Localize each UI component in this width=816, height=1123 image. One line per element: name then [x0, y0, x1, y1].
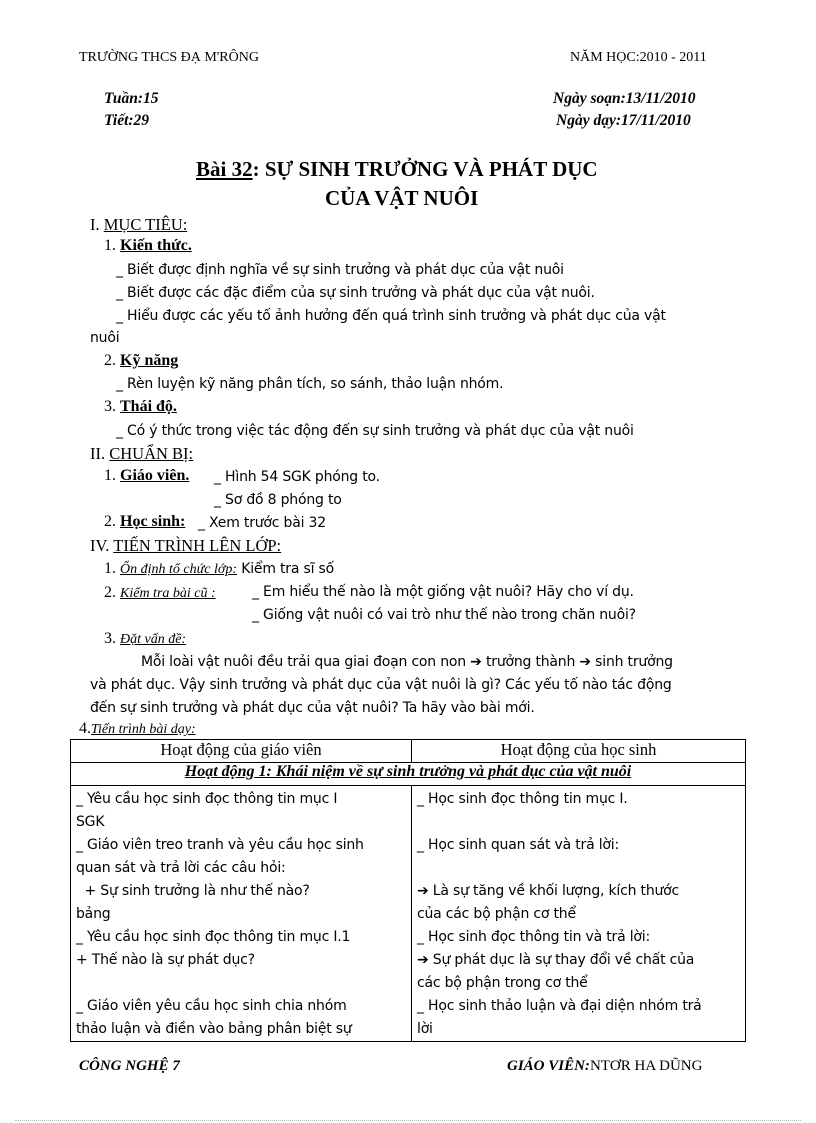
attitude-heading: 3. Thái độ.: [104, 398, 177, 415]
lesson-process-heading: 4.Tiến trình bài dạy:: [79, 720, 196, 737]
teach-date: Ngày dạy:17/11/2010: [556, 112, 691, 129]
lesson-title-line1: [196, 157, 598, 182]
student-column-header: Hoạt động của học sinh: [412, 740, 746, 763]
teacher-line: _ Yêu cầu học sinh đọc thông tin mục I: [76, 791, 338, 807]
intro-line-2: và phát dục. Vậy sinh trưởng và phát dục của vật nuôi là gì? Các yếu tố nào tác động: [90, 677, 672, 693]
teacher-line: + Sự sinh trưởng là như thế nào?: [76, 883, 310, 899]
teacher-prep-item-2: _ Sơ đồ 8 phóng to: [214, 492, 342, 508]
student-line: ➔ Là sự tăng về khối lượng, kích thước: [417, 883, 680, 899]
student-activity-cell: [412, 786, 746, 1042]
procedure-heading: IV. TIẾN TRÌNH LÊN LỚP:: [90, 536, 282, 555]
knowledge-item-3-cont: nuôi: [90, 330, 120, 346]
old-lesson-check: 2. Kiểm tra bài cũ :: [104, 584, 216, 601]
table-header-row: [71, 740, 746, 763]
school-name: TRƯỜNG THCS ĐẠ M'RÔNG: [79, 50, 259, 65]
activity-1-title: Hoạt động 1: Khái niệm về sự sinh trưởng và phát dục của vật nuôi: [71, 763, 746, 786]
knowledge-heading: 1. Kiến thức.: [104, 237, 192, 254]
skills-heading: 2. Kỹ năng: [104, 352, 179, 369]
class-organization: 1. Ổn định tổ chức lớp: Kiểm tra sĩ số: [104, 560, 334, 577]
teacher-line: bảng: [76, 906, 111, 922]
activity-content-row: [71, 786, 746, 1042]
teacher-line: + Thế nào là sự phát dục?: [76, 952, 255, 968]
subject-name: CÔNG NGHỆ 7: [79, 1058, 180, 1074]
problem-statement-heading: 3. Đặt vấn đề:: [104, 630, 187, 647]
student-line: ➔ Sự phát dục là sự thay đổi về chất của: [417, 952, 695, 968]
teacher-signature: GIÁO VIÊN:NTƠR HA DŨNG: [507, 1058, 703, 1074]
period: Tiết:29: [104, 112, 150, 129]
attitude-item: _ Có ý thức trong việc tác động đến sự sinh trưởng và phát dục của vật nuôi: [116, 423, 634, 439]
check-question-1: _ Em hiểu thế nào là một giống vật nuôi? Hãy cho ví dụ.: [252, 584, 634, 600]
teacher-line: _ Yêu cầu học sinh đọc thông tin mục I.1: [76, 929, 351, 945]
week: Tuần:15: [104, 90, 159, 107]
activity-row: [71, 763, 746, 786]
student-line: [417, 857, 740, 880]
teacher-line: _ Giáo viên yêu cầu học sinh chia nhóm: [76, 998, 347, 1014]
intro-line-3: đến sự sinh trưởng và phát dục của vật nuôi? Ta hãy vào bài mới.: [90, 700, 535, 716]
teacher-line: SGK: [76, 814, 105, 830]
teacher-line: thảo luận và điền vào bảng phân biệt sự: [76, 1021, 352, 1037]
objectives-heading: I. MỤC TIÊU:: [90, 215, 188, 234]
skills-item: _ Rèn luyện kỹ năng phân tích, so sánh, thảo luận nhóm.: [116, 376, 504, 392]
student-line: _ Học sinh thảo luận và đại diện nhóm trả: [417, 998, 702, 1014]
bottom-divider: [15, 1120, 801, 1121]
lesson-title-line2: CỦA VẬT NUÔI: [325, 186, 479, 210]
student-line: _ Học sinh quan sát và trả lời:: [417, 837, 619, 853]
student-line: _ Học sinh đọc thông tin và trả lời:: [417, 929, 650, 945]
teacher-prep-label: 1. Giáo viên.: [104, 467, 190, 484]
teacher-column-header: Hoạt động của giáo viên: [71, 740, 412, 763]
student-line: lời: [417, 1021, 433, 1037]
check-question-2: _ Giống vật nuôi có vai trò như thế nào trong chăn nuôi?: [252, 607, 636, 623]
lesson-plan-table: [70, 739, 746, 1042]
teacher-line: _ Giáo viên treo tranh và yêu cầu học sinh: [76, 837, 364, 853]
lesson-title-text: : SỰ SINH TRƯỞNG VÀ PHÁT DỤC: [252, 157, 598, 181]
teacher-activity-cell: [71, 786, 412, 1042]
lesson-number: Bài 32: [196, 157, 253, 181]
intro-line-1: Mỗi loài vật nuôi đều trải qua giai đoạn con non ➔ trưởng thành ➔ sinh trưởng: [141, 654, 673, 670]
student-line: [417, 811, 740, 834]
knowledge-item-1: _ Biết được định nghĩa về sự sinh trưởng và phát dục của vật nuôi: [116, 262, 564, 278]
student-line: của các bộ phận cơ thể: [417, 906, 576, 922]
preparation-heading: II. CHUẨN BỊ:: [90, 444, 194, 463]
knowledge-item-3: _ Hiểu được các yếu tố ảnh hưởng đến quá trình sinh trưởng và phát dục của vật: [116, 308, 666, 324]
student-prep-item: _ Xem trước bài 32: [198, 515, 326, 531]
teacher-prep-item-1: _ Hình 54 SGK phóng to.: [214, 469, 380, 485]
student-prep-label: 2. Học sinh:: [104, 513, 186, 530]
school-year: NĂM HỌC:2010 - 2011: [570, 50, 707, 65]
prep-date: Ngày soạn:13/11/2010: [553, 90, 696, 107]
teacher-line: quan sát và trả lời các câu hỏi:: [76, 860, 286, 876]
knowledge-item-2: _ Biết được các đặc điểm của sự sinh trưởng và phát dục của vật nuôi.: [116, 285, 595, 301]
student-line: các bộ phận trong cơ thể: [417, 975, 588, 991]
teacher-line: [76, 972, 406, 995]
student-line: _ Học sinh đọc thông tin mục I.: [417, 791, 628, 807]
